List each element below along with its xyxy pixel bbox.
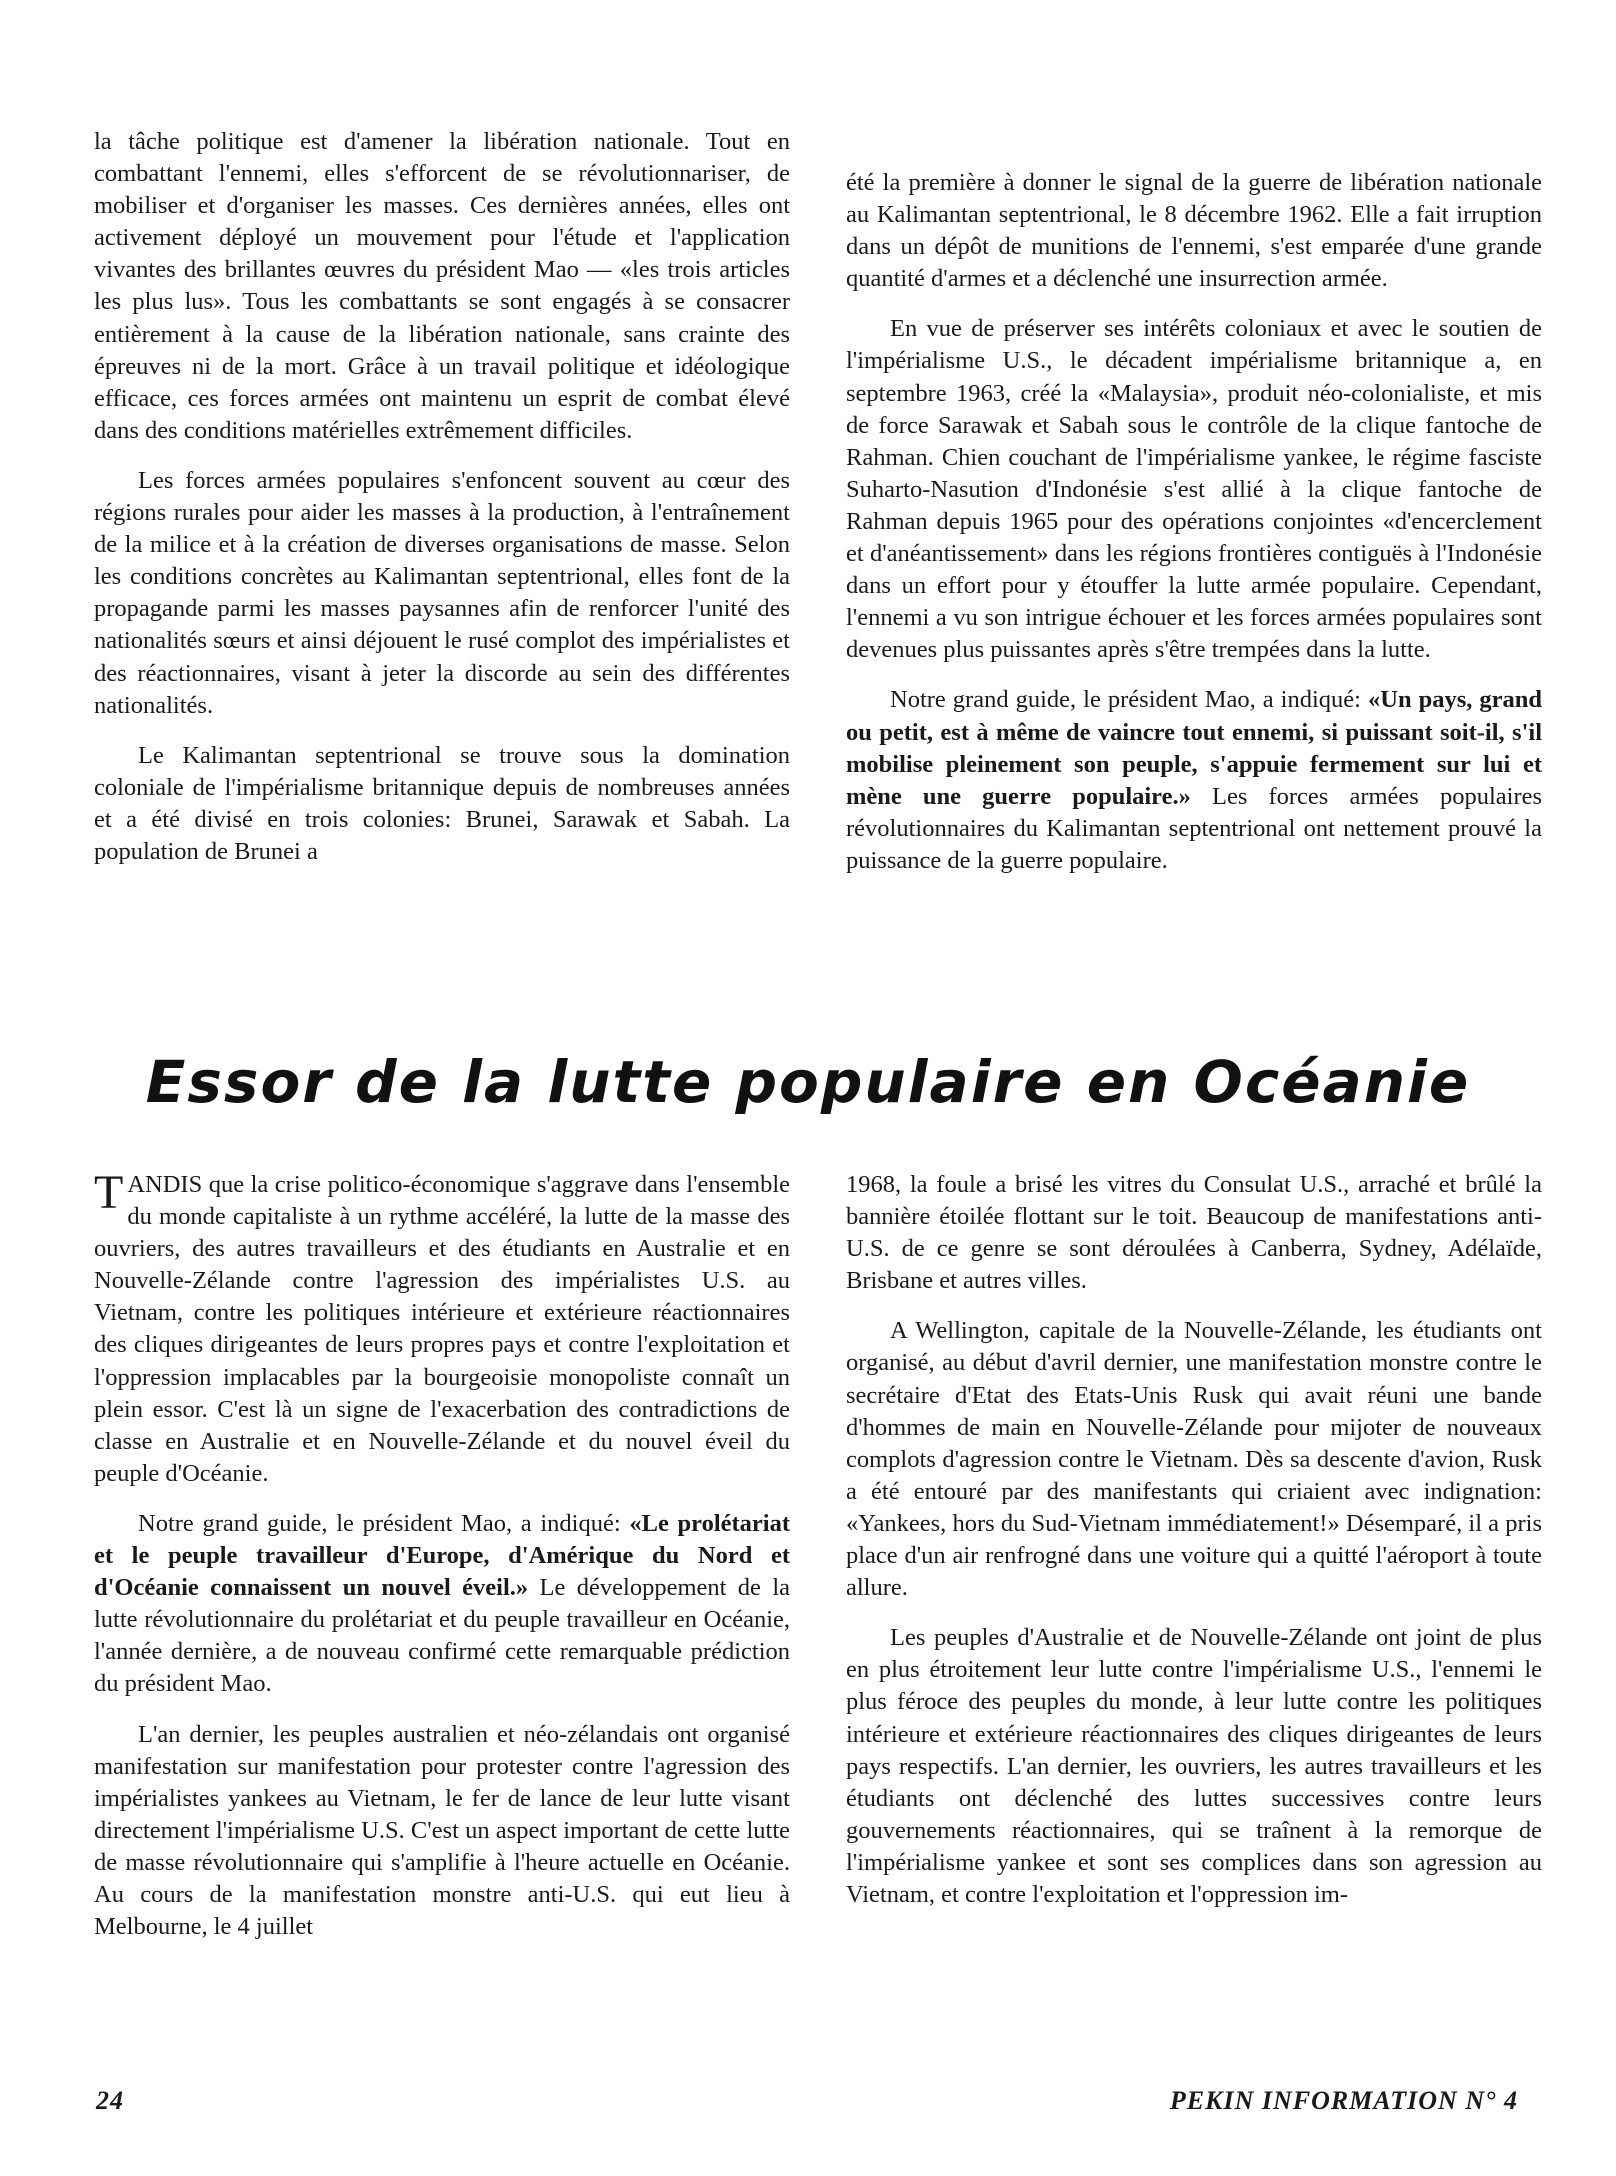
paragraph: Les peuples d'Australie et de Nouvelle-Zélande ont joint de plus en plus étroitement leur lutte contre l'impérialisme U.S., l'ennemi le plus féroce des peuples du monde, à leur lutte contre les politiques intérieure et extérieure réactionnaires des cliques dirigeantes de leurs pays respectifs. L'an dernier, les ouvriers, les autres travailleurs et les étudiants ont déclenché des luttes successives contre leurs gouvernements réactionnaires, qui se traînent à la remorque de l'impérialisme yankee et sont ses complices dans son agression au Vietnam, et contre l'exploitation et l'oppression im-: [846, 1624, 1542, 1908]
paragraph: En vue de préserver ses intérêts coloniaux et avec le soutien de l'impérialisme U.S., le décadent impérialisme britannique a, en septembre 1963, créé la «Malaysia», produit néo-colonialiste, et mis de force Sarawak et Sabah sous le contrôle de la clique fantoche de Rahman. Chien couchant de l'impérialisme yankee, le régime fasciste Suharto-Nasution d'Indonésie s'est allié à la clique fantoche de Rahman depuis 1965 pour des opérations conjointes «d'encerclement et d'anéantissement» dans les régions frontières contiguës à l'Indonésie dans un effort pour y étouffer la lutte armée populaire. Cependant, l'ennemi a vu son intrigue échouer et les forces armées populaires sont devenues plus puissantes après s'être trempées dans la lutte.: [846, 315, 1542, 664]
paragraph: L'an dernier, les peuples australien et néo-zélandais ont organisé manifestation sur manifestation pour protester contre l'agression des impérialistes yankees au Vietnam, le fer de lance de leur lutte visant directement l'impérialisme U.S. C'est un aspect important de cette lutte de masse révolutionnaire qui s'amplifie à l'heure actuelle en Océanie. Au cours de la manifestation monstre anti-U.S. qui eut lieu à Melbourne, le 4 juillet: [94, 1720, 790, 1941]
mao-quote: «Le prolétariat et le peuple travailleur d'Europe, d'Amérique du Nord et d'Océanie connaissent un nouvel éveil.»: [94, 1509, 791, 1602]
drop-cap: T: [94, 1166, 124, 1219]
paragraph: Le Kalimantan septentrional se trouve sous la domination coloniale de l'impérialisme britannique depuis de nombreuses années et a été divisé en trois colonies: Brunei, Sarawak et Sabah. La population de Brunei a: [94, 741, 790, 865]
page-number: 24: [96, 2086, 124, 2115]
paragraph: la tâche politique est d'amener la libération nationale. Tout en combattant l'ennemi, elles s'efforcent de se révolutionnariser, de mobiliser et d'organiser les masses. Ces dernières années, elles ont activement déployé un mouvement pour l'étude et l'application vivantes des brillantes œuvres du président Mao — «les trois articles les plus lus». Tous les combattants se sont engagés à se consacrer entièrement à la cause de la libération nationale, sans crainte des épreuves ni de la mort. Grâce à un travail politique et idéologique efficace, ces forces armées ont maintenu un esprit de combat élevé dans des conditions matérielles extrêmement difficiles.: [94, 128, 790, 444]
publication-title: PEKIN INFORMATION N° 4: [1169, 2086, 1518, 2115]
paragraph: Les forces armées populaires s'enfoncent souvent au cœur des régions rurales pour aider les masses à la production, à l'entraînement de la milice et à la création de diverses organisations de masse. Selon les conditions concrètes au Kalimantan septentrional, elles font de la propagande parmi les masses paysannes afin de renforcer l'unité des nationalités sœurs et ainsi déjouent le rusé complot des impérialistes et des réactionnaires, visant à jeter la discorde au sein des différentes nationalités.: [94, 466, 790, 719]
continued-article-right-column: [846, 167, 1542, 877]
paragraph: 1968, la foule a brisé les vitres du Consulat U.S., arraché et brûlé la bannière étoilée flottant sur le toit. Beaucoup de manifestations anti-U.S. de ce genre se sont déroulées à Canberra, Sydney, Adélaïde, Brisbane et autres villes.: [846, 1171, 1542, 1295]
continued-article-left-column: [94, 126, 790, 868]
article-left-column: [94, 1166, 791, 1943]
quote-followup: Les forces armées populaires révolutionnaires du Kalimantan septentrional ont nettement prouvé la puissance de la guerre populaire.: [846, 782, 1543, 874]
paragraph-with-quote: [94, 1508, 790, 1701]
mao-quote: «Un pays, grand ou petit, est à même de vaincre tout ennemi, si puissant soit-il, s'il mobilise pleinement son peuple, s'appuie fermement sur lui et mène une guerre populaire.»: [846, 686, 1543, 810]
article-title: Essor de la lutte populaire en Océanie: [145, 1048, 1471, 1116]
article-right-column: [846, 1169, 1542, 1911]
quote-followup: Le développement de la lutte révolutionnaire du prolétariat et du peuple travailleur en Océanie, l'année dernière, a de nouveau confirmé cette remarquable prédiction du président Mao.: [94, 1574, 790, 1698]
lead-paragraph: [94, 1166, 790, 1490]
lead-text: ANDIS que la crise politico-économique s'aggrave dans l'ensemble du monde capitaliste à un rythme accéléré, la lutte de la masse des ouvriers, des autres travailleurs et des étudiants en Australie et en Nouvelle-Zélande contre l'agression des impérialistes U.S. au Vietnam, contre les politiques intérieure et extérieure réactionnaires des cliques dirigeantes de leurs propres pays et contre l'exploitation et l'oppression implacables par la bourgeoisie monopoliste connaît un plein essor. C'est là un signe de l'exacerbation des contradictions de classe en Australie et en Nouvelle-Zélande et du nouvel éveil du peuple d'Océanie.: [94, 1171, 790, 1487]
paragraph: A Wellington, capitale de la Nouvelle-Zélande, les étudiants ont organisé, au début d'avril dernier, une manifestation monstre contre le secrétaire d'Etat des Etats-Unis Rusk qui avait réuni une bande d'hommes de main en Nouvelle-Zélande pour mijoter de nouveaux complots d'agression contre le Vietnam. Dès sa descente d'avion, Rusk a été entouré par des manifestants qui criaient avec indignation: «Yankees, hors du Sud-Vietnam immédiatement!» Désemparé, il a pris place d'un air renfrogné dans une voiture qui a quitté l'aéroport à toute allure.: [846, 1317, 1542, 1602]
paragraph-with-quote: [846, 684, 1542, 877]
quote-intro: Notre grand guide, le président Mao, a indiqué:: [138, 1509, 621, 1537]
paragraph: été la première à donner le signal de la guerre de libération nationale au Kalimantan septentrional, le 8 décembre 1962. Elle a fait irruption dans un dépôt de munitions de l'ennemi, s'est emparée d'une grande quantité d'armes et a déclenché une insurrection armée.: [846, 169, 1542, 293]
quote-intro: Notre grand guide, le président Mao, a indiqué:: [890, 686, 1361, 714]
